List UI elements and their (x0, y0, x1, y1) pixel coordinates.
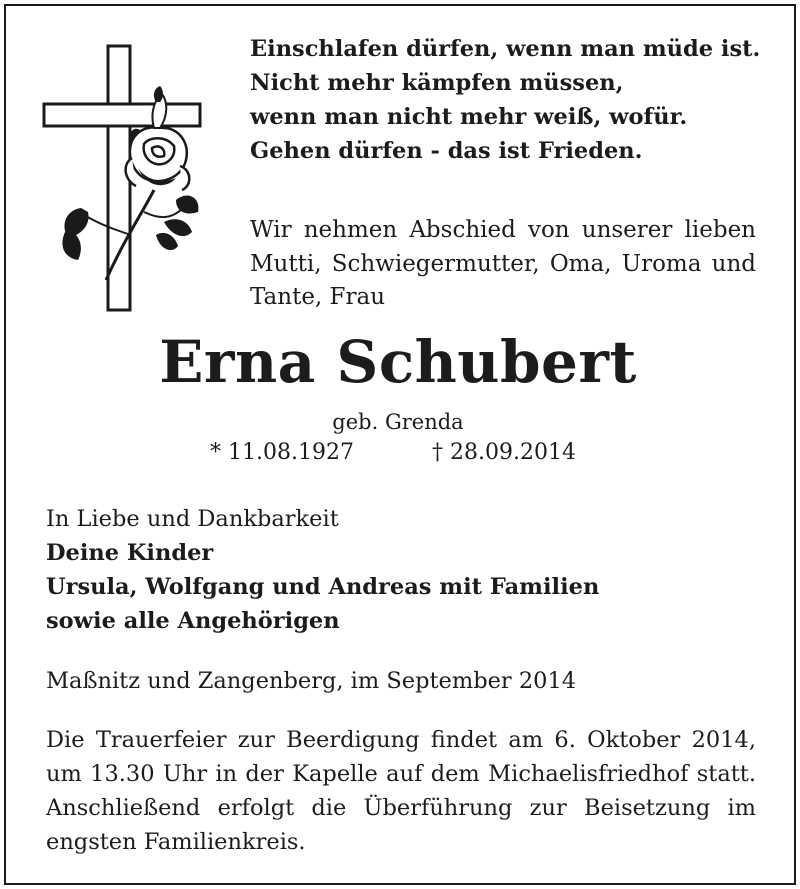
place-and-date: Maßnitz und Zangenberg, im September 2014 (46, 668, 577, 694)
poem-line: Gehen dürfen - das ist Frieden. (250, 138, 643, 164)
mourners-intro: In Liebe und Dankbarkeit (46, 506, 339, 532)
poem-line: Einschlafen dürfen, wenn man müde ist. (250, 36, 761, 62)
cross-with-rose-icon (36, 40, 206, 315)
farewell-intro (250, 214, 756, 315)
mourners-relatives: sowie alle Angehörigen (46, 608, 340, 634)
funeral-line: engsten Familienkreis. (46, 829, 306, 855)
poem (250, 32, 760, 168)
death-date: † 28.09.2014 (432, 440, 576, 465)
funeral-line: Anschließend erfolgt die Überführung zur Beisetzung im (46, 795, 756, 821)
maiden-name: geb. Grenda (332, 410, 464, 434)
poem-line: wenn man nicht mehr weiß, wofür. (250, 104, 688, 130)
deceased-name: Erna Schubert (159, 328, 637, 396)
mourners-children: Deine Kinder (46, 540, 214, 566)
intro-line: Tante, Frau (250, 284, 386, 310)
funeral-line: Die Trauerfeier zur Beerdigung findet am 6. Oktober 2014, (46, 727, 756, 753)
intro-line: Wir nehmen Abschied von unserer lieben (250, 217, 756, 243)
funeral-notice (46, 723, 756, 859)
mourners-block (46, 502, 766, 638)
poem-line: Nicht mehr kämpfen müssen, (250, 70, 624, 96)
funeral-line: um 13.30 Uhr in der Kapelle auf dem Michaelisfriedhof statt. (46, 761, 756, 787)
mourners-names: Ursula, Wolfgang und Andreas mit Familien (46, 574, 600, 600)
birth-date: * 11.08.1927 (210, 440, 354, 465)
intro-line: Mutti, Schwiegermutter, Oma, Uroma und (250, 250, 756, 277)
